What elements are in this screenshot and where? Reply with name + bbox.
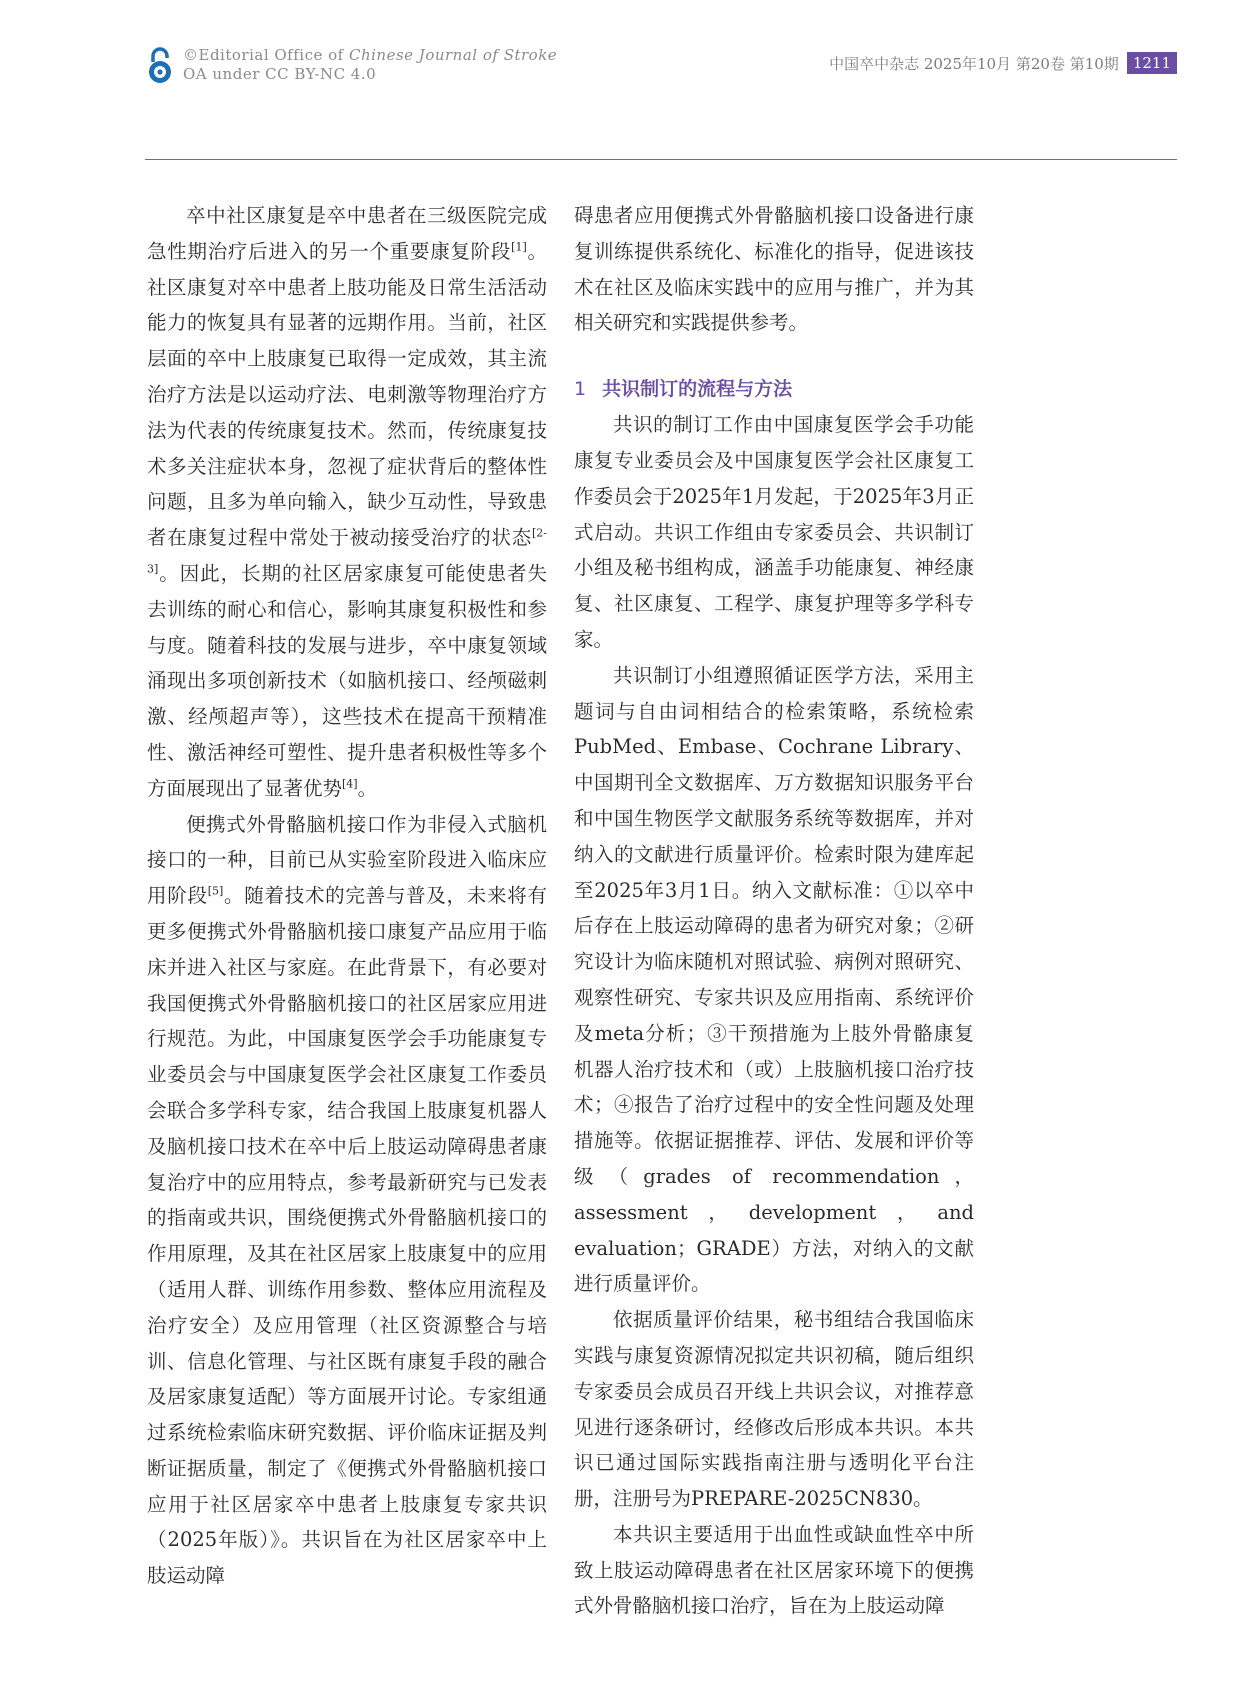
open-access-lock-icon [145, 46, 175, 86]
header-divider [145, 159, 1177, 160]
right-column [574, 198, 974, 1624]
page-number: 1211 [1127, 52, 1177, 74]
page-header [145, 44, 1177, 94]
paragraph: 共识的制订工作由中国康复医学会手功能康复专业委员会及中国康复医学会社区康复工作委员会于2025年1月发起，于2025年3月正式启动。共识工作组由专家委员会、共识制订小组及秘书组构成，涵盖手功能康复、神经康复、社区康复、工程学、康复护理等多学科专家。 [574, 413, 974, 651]
citation: [5] [207, 884, 224, 898]
section-heading [574, 371, 974, 407]
section-title: 共识制订的流程与方法 [602, 378, 793, 401]
paragraph: 本共识主要适用于出血性或缺血性卒中所致上肢运动障碍患者在社区居家环境下的便携式外骨骼脑机接口治疗，旨在为上肢运动障 [574, 1522, 974, 1618]
left-column [147, 198, 547, 1594]
paragraph: 便携式外骨骼脑机接口作为非侵入式脑机接口的一种，目前已从实验室阶段进入临床应用阶段[5]。随着技术的完善与普及，未来将有更多便携式外骨骼脑机接口康复产品应用于临床并进入社区与家庭。在此背景下，有必要对我国便携式外骨骼脑机接口的社区居家应用进行规范。为此，中国康复医学会手功能康复专业委员会与中国康复医学会社区康复工作委员会联合多学科专家，结合我国上肢康复机器人及脑机接口技术在卒中后上肢运动障碍患者康复治疗中的应用特点，参考最新研究与已发表的指南或共识，围绕便携式外骨骼脑机接口的作用原理，及其在社区居家上肢康复中的应用（适用人群、训练作用参数、整体应用流程及治疗安全）及应用管理（社区资源整合与培训、信息化管理、与社区既有康复手段的融合及居家康复适配）等方面展开讨论。专家组通过系统检索临床研究数据、评价临床证据及判断证据质量，制定了《便携式外骨骼脑机接口应用于社区居家卒中患者上肢康复专家共识（2025年版）》。共识旨在为社区居家卒中上肢运动障 [147, 812, 547, 1588]
paragraph: 碍患者应用便携式外骨骼脑机接口设备进行康复训练提供系统化、标准化的指导，促进该技术在社区及临床实践中的应用与推广，并为其相关研究和实践提供参考。 [574, 204, 974, 335]
citation: [4] [342, 777, 358, 791]
copyright-notice: ©Editorial Office of Chinese Journal of Stroke OA under CC BY-NC 4.0 [183, 46, 558, 83]
paragraph: 卒中社区康复是卒中患者在三级医院完成急性期治疗后进入的另一个重要康复阶段[1]。社区康复对卒中患者上肢功能及日常生活活动能力的恢复具有显著的远期作用。当前，社区层面的卒中上肢康复已取得一定成效，其主流治疗方法是以运动疗法、电刺激等物理治疗方法为代表的传统康复技术。然而，传统康复技术多关注症状本身，忽视了症状背后的整体性问题，且多为单向输入，缺少互动性，导致患者在康复过程中常处于被动接受治疗的状态[2-3]。因此，长期的社区居家康复可能使患者失去训练的耐心和信心，影响其康复积极性和参与度。随着科技的发展与进步，卒中康复领域涌现出多项创新技术（如脑机接口、经颅磁刺激、经颅超声等），这些技术在提高干预精准性、激活神经可塑性、提升患者积极性等多个方面展现出了显著优势[4]。 [147, 204, 547, 800]
journal-issue: 中国卒中杂志 2025年10月 第20卷 第10期 [829, 54, 1119, 73]
license-text: OA under CC BY-NC 4.0 [183, 65, 377, 83]
paragraph: 依据质量评价结果，秘书组结合我国临床实践与康复资源情况拟定共识初稿，随后组织专家委员会成员召开线上共识会议，对推荐意见进行逐条研讨，经修改后形成本共识。本共识已通过国际实践指南注册与透明化平台注册，注册号为PREPARE-2025CN830。 [574, 1308, 974, 1511]
journal-info [829, 52, 1177, 74]
section-number: 1 [574, 378, 587, 401]
citation: [2-3] [147, 526, 547, 576]
paragraph: 共识制订小组遵照循证医学方法，采用主题词与自由词相结合的检索策略，系统检索PubMed、Embase、Cochrane Library、中国期刊全文数据库、万方数据知识服务平台和中国生物医学文献服务系统等数据库，并对纳入的文献进行质量评价。检索时限为建库起至2025年3月1日。纳入文献标准：①以卒中后存在上肢运动障碍的患者为研究对象；②研究设计为临床随机对照试验、病例对照研究、观察性研究、专家共识及应用指南、系统评价及meta分析；③干预措施为上肢外骨骼康复机器人治疗技术和（或）上肢脑机接口治疗技术；④报告了治疗过程中的安全性问题及处理措施等。依据证据推荐、评估、发展和评价等级（grades of recommendation，assessment，development，and evaluation；GRADE）方法，对纳入的文献进行质量评价。 [574, 663, 974, 1296]
citation: [1] [511, 240, 527, 254]
